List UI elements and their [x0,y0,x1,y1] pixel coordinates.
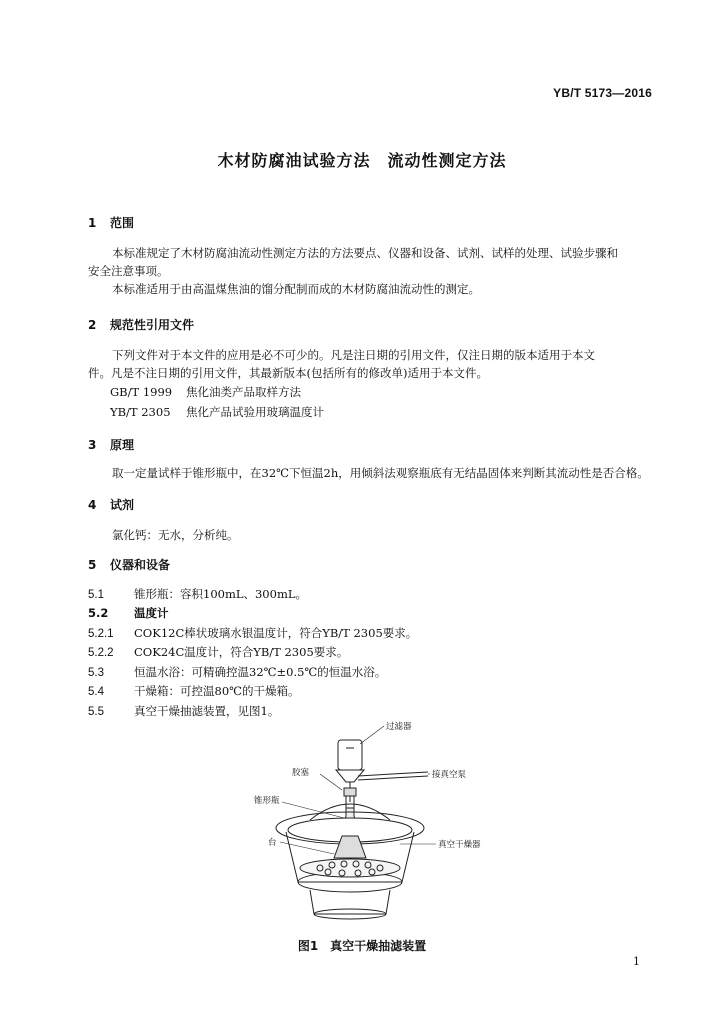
section-1-paragraph-1 [88,244,658,262]
section-title: 试剂 [110,498,135,512]
clause-text: 锥形瓶：容积100mL、300mL。 [134,587,307,601]
clause-5-5 [88,703,279,719]
section-5-heading [88,556,170,573]
page-number: 1 [633,955,640,968]
clause-number: 5.4 [88,686,104,698]
clause-5-2-1 [88,625,417,641]
label-filter: 过滤器 [386,722,412,732]
figure-caption: 图1 真空干燥抽滤装置 [297,939,427,953]
reference-item [110,384,301,400]
clause-5-2-2 [88,644,348,660]
section-number: 4 [88,498,97,512]
clause-text: COK12C棒状玻璃水银温度计，符合YB/T 2305要求。 [134,626,418,640]
section-number: 1 [88,216,97,230]
clause-number: 5.2.2 [88,647,114,659]
clause-number: 5.2 [88,606,109,620]
text-line: 下列文件对于本文件的应用是必不可少的。凡是注日期的引用文件，仅注日期的版本适用于本文 [112,348,595,362]
section-3-paragraph: 取一定量试样于锥形瓶中，在32℃下恒温2h，用倾斜法观察瓶底有无结晶固体来判断其流动性是否合格。 [112,466,649,480]
vacuum-filtration-apparatus-figure [250,718,510,930]
section-3-heading [88,436,134,453]
reference-name: 焦化油类产品取样方法 [186,385,301,399]
reference-code: GB/T 1999 [110,385,173,399]
clause-5-1 [88,586,307,602]
rubber-plug [344,788,356,796]
reference-name: 焦化产品试验用玻璃温度计 [186,405,324,419]
clause-text: COK24C温度计，符合YB/T 2305要求。 [134,645,349,659]
section-number: 2 [88,318,97,332]
text-line: 安全注意事项。 [88,264,169,278]
clause-number: 5.3 [88,667,104,679]
reference-item [110,404,324,420]
label-vacuum-dryer: 真空干燥器 [438,840,481,850]
section-number: 3 [88,438,97,452]
section-1-heading [88,214,134,231]
clause-number: 5.1 [88,589,104,601]
section-number: 5 [88,558,97,572]
text-line: 本标准规定了木材防腐油流动性测定方法的方法要点、仪器和设备、试剂、试样的处理、试验步骤和 [112,246,618,260]
standard-number: YB/T 5173—2016 [553,86,652,100]
clause-5-3 [88,664,386,680]
vacuum-tube [358,772,428,780]
text-line: 件。凡是不注日期的引用文件，其最新版本(包括所有的修改单)适用于本文件。 [88,366,488,380]
clause-5-2 [88,605,169,621]
clause-text: 恒温水浴：可精确控温32℃±0.5℃的恒温水浴。 [134,665,387,679]
section-title: 范围 [110,216,135,230]
section-title: 仪器和设备 [110,558,171,572]
clause-text: 真空干燥抽滤装置，见图1。 [134,704,280,718]
label-stand: 台 [268,838,277,848]
clause-text: 温度计 [134,606,169,620]
document-title: 木材防腐油试验方法 流动性测定方法 [217,151,507,170]
section-2-heading [88,316,194,333]
clause-5-4 [88,683,300,699]
label-conical-flask: 锥形瓶 [254,796,280,806]
section-title: 原理 [110,438,135,452]
label-plug: 胶塞 [292,768,310,778]
vacuum-dryer [276,812,424,919]
clause-number: 5.2.1 [88,628,114,640]
reference-code: YB/T 2305 [110,405,171,419]
label-vacuum-pump: 接真空泵 [432,770,467,780]
section-4-paragraph: 氯化钙：无水，分析纯。 [112,528,239,542]
section-title: 规范性引用文件 [110,318,195,332]
clause-number: 5.5 [88,706,104,718]
section-1-paragraph-2: 本标准适用于由高温煤焦油的馏分配制而成的木材防腐油流动性的测定。 [112,282,480,296]
section-4-heading [88,496,134,513]
clause-text: 干燥箱：可控温80℃的干燥箱。 [134,684,300,698]
